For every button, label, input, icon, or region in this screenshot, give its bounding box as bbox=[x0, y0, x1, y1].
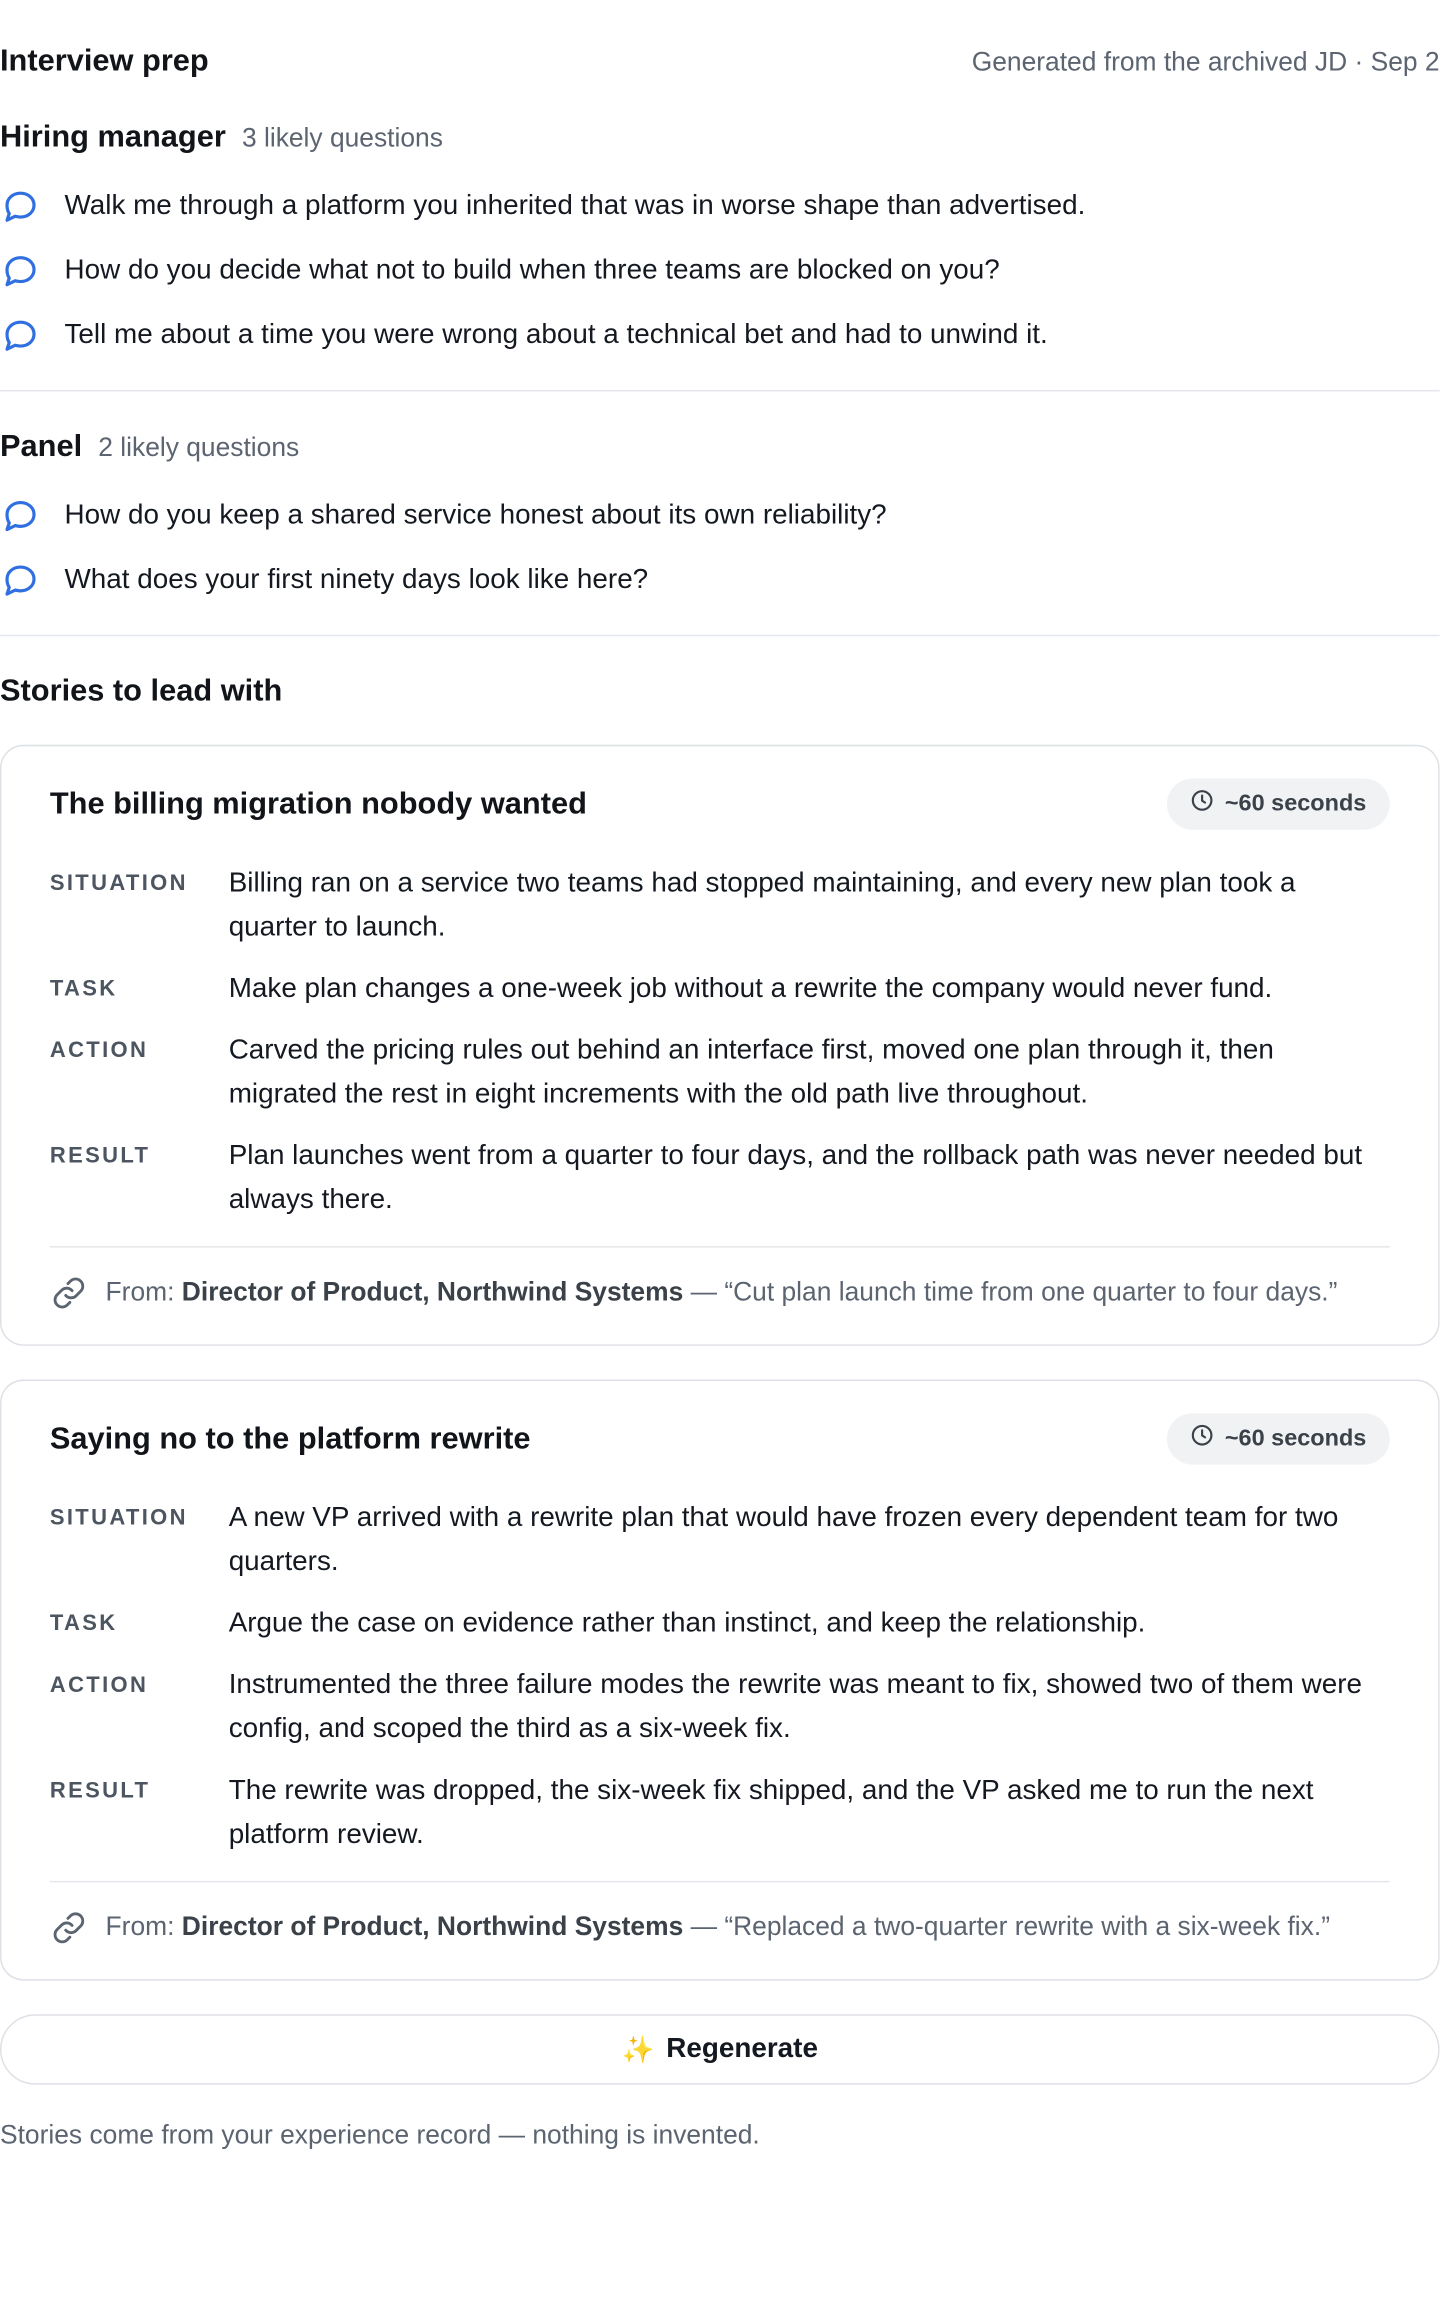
group-count: 3 likely questions bbox=[241, 123, 443, 153]
task-label: TASK bbox=[49, 976, 118, 1002]
story-header bbox=[50, 1413, 1390, 1464]
source-text bbox=[106, 1906, 1330, 1947]
star-situation bbox=[50, 862, 1390, 950]
footnote: Stories come from your experience record — nothing is invented. bbox=[0, 2119, 760, 2150]
action-text: Carved the pricing rules out behind an interface first, moved one plan through it, then migrated the rest in eight increments with the old path live throughout. bbox=[228, 1034, 1274, 1110]
task-text: Argue the case on evidence rather than instinct, and keep the relationship. bbox=[228, 1608, 1146, 1639]
star-result bbox=[50, 1135, 1390, 1223]
question-text: What does your first ninety days look like here? bbox=[64, 564, 649, 596]
page-title: Interview prep bbox=[0, 43, 209, 78]
speech-bubble-icon bbox=[0, 251, 41, 292]
group-header bbox=[0, 430, 1440, 465]
source-quote: — “Cut plan launch time from one quarter to four days.” bbox=[690, 1276, 1338, 1307]
question-item[interactable] bbox=[0, 494, 1440, 538]
question-text: Tell me about a time you were wrong about a technical bet and had to unwind it. bbox=[64, 319, 1048, 351]
duration-badge bbox=[1166, 778, 1390, 829]
star-result bbox=[50, 1769, 1390, 1857]
question-item[interactable] bbox=[0, 314, 1440, 358]
story-header bbox=[50, 778, 1390, 829]
star-situation bbox=[50, 1497, 1390, 1585]
link-icon bbox=[50, 1274, 88, 1312]
regenerate-label: Regenerate bbox=[666, 2033, 818, 2065]
source-from-label: From: bbox=[105, 1276, 175, 1307]
star-action bbox=[50, 1664, 1390, 1752]
speech-bubble-icon bbox=[0, 315, 41, 356]
source-from-label: From: bbox=[105, 1911, 175, 1941]
duration-text: ~60 seconds bbox=[1224, 790, 1367, 816]
group-count: 2 likely questions bbox=[98, 432, 300, 462]
duration-text: ~60 seconds bbox=[1224, 1425, 1367, 1451]
question-text: How do you decide what not to build when three teams are blocked on you? bbox=[64, 255, 1000, 286]
task-text: Make plan changes a one-week job without a rewrite the company would never fund. bbox=[228, 973, 1273, 1005]
prep-header bbox=[0, 41, 1440, 82]
story-card bbox=[0, 1380, 1440, 1981]
link-icon bbox=[50, 1909, 88, 1947]
result-label: RESULT bbox=[49, 1778, 151, 1804]
source-who: Director of Product, Northwind Systems bbox=[181, 1911, 684, 1941]
regenerate-button[interactable] bbox=[0, 2014, 1440, 2084]
group-title: Panel bbox=[0, 429, 83, 464]
clock-icon bbox=[1190, 789, 1213, 820]
group-title: Hiring manager bbox=[0, 120, 226, 154]
action-text: Instrumented the three failure modes the rewrite was meant to fix, showed two of them were config, and scoped the third as a six-week fix. bbox=[228, 1669, 1362, 1745]
story-title: Saying no to the platform rewrite bbox=[49, 1421, 531, 1456]
sparkle-icon: ✨ bbox=[621, 2034, 655, 2064]
question-group-panel bbox=[0, 391, 1440, 636]
story-title: The billing migration nobody wanted bbox=[49, 786, 587, 821]
story-source bbox=[50, 1246, 1390, 1312]
result-text: Plan launches went from a quarter to four days, and the rollback path was never needed but always there. bbox=[228, 1140, 1363, 1216]
duration-badge bbox=[1166, 1413, 1390, 1464]
source-quote: — “Replaced a two-quarter rewrite with a six-week fix.” bbox=[690, 1911, 1330, 1941]
stories-section-title: Stories to lead with bbox=[0, 674, 283, 709]
story-card bbox=[0, 745, 1440, 1346]
question-item[interactable] bbox=[0, 559, 1440, 603]
star-task bbox=[50, 968, 1390, 1012]
question-item[interactable] bbox=[0, 185, 1440, 229]
generated-meta: Generated from the archived JD · Sep 2 bbox=[971, 46, 1440, 76]
situation-label: SITUATION bbox=[49, 870, 188, 896]
task-label: TASK bbox=[49, 1611, 118, 1637]
question-text: Walk me through a platform you inherited that was in worse shape than advertised. bbox=[64, 190, 1086, 222]
question-group-hiring-manager bbox=[0, 82, 1440, 391]
star-task bbox=[50, 1602, 1390, 1646]
situation-text: A new VP arrived with a rewrite plan that would have frozen every dependent team for two quarters. bbox=[228, 1502, 1339, 1578]
star-action bbox=[50, 1029, 1390, 1117]
situation-text: Billing ran on a service two teams had stopped maintaining, and every new plan took a quarter to launch. bbox=[228, 867, 1296, 943]
question-text: How do you keep a shared service honest about its own reliability? bbox=[64, 499, 887, 531]
story-source bbox=[50, 1881, 1390, 1947]
action-label: ACTION bbox=[49, 1037, 149, 1063]
source-text bbox=[106, 1271, 1338, 1312]
speech-bubble-icon bbox=[0, 560, 41, 601]
group-header bbox=[0, 120, 1440, 155]
question-item[interactable] bbox=[0, 249, 1440, 293]
action-label: ACTION bbox=[49, 1672, 149, 1698]
situation-label: SITUATION bbox=[49, 1505, 188, 1531]
source-who: Director of Product, Northwind Systems bbox=[181, 1276, 684, 1307]
clock-icon bbox=[1190, 1423, 1213, 1454]
result-label: RESULT bbox=[49, 1143, 151, 1169]
speech-bubble-icon bbox=[0, 496, 41, 537]
speech-bubble-icon bbox=[0, 186, 41, 227]
result-text: The rewrite was dropped, the six-week fix shipped, and the VP asked me to run the next platform review. bbox=[228, 1775, 1314, 1851]
